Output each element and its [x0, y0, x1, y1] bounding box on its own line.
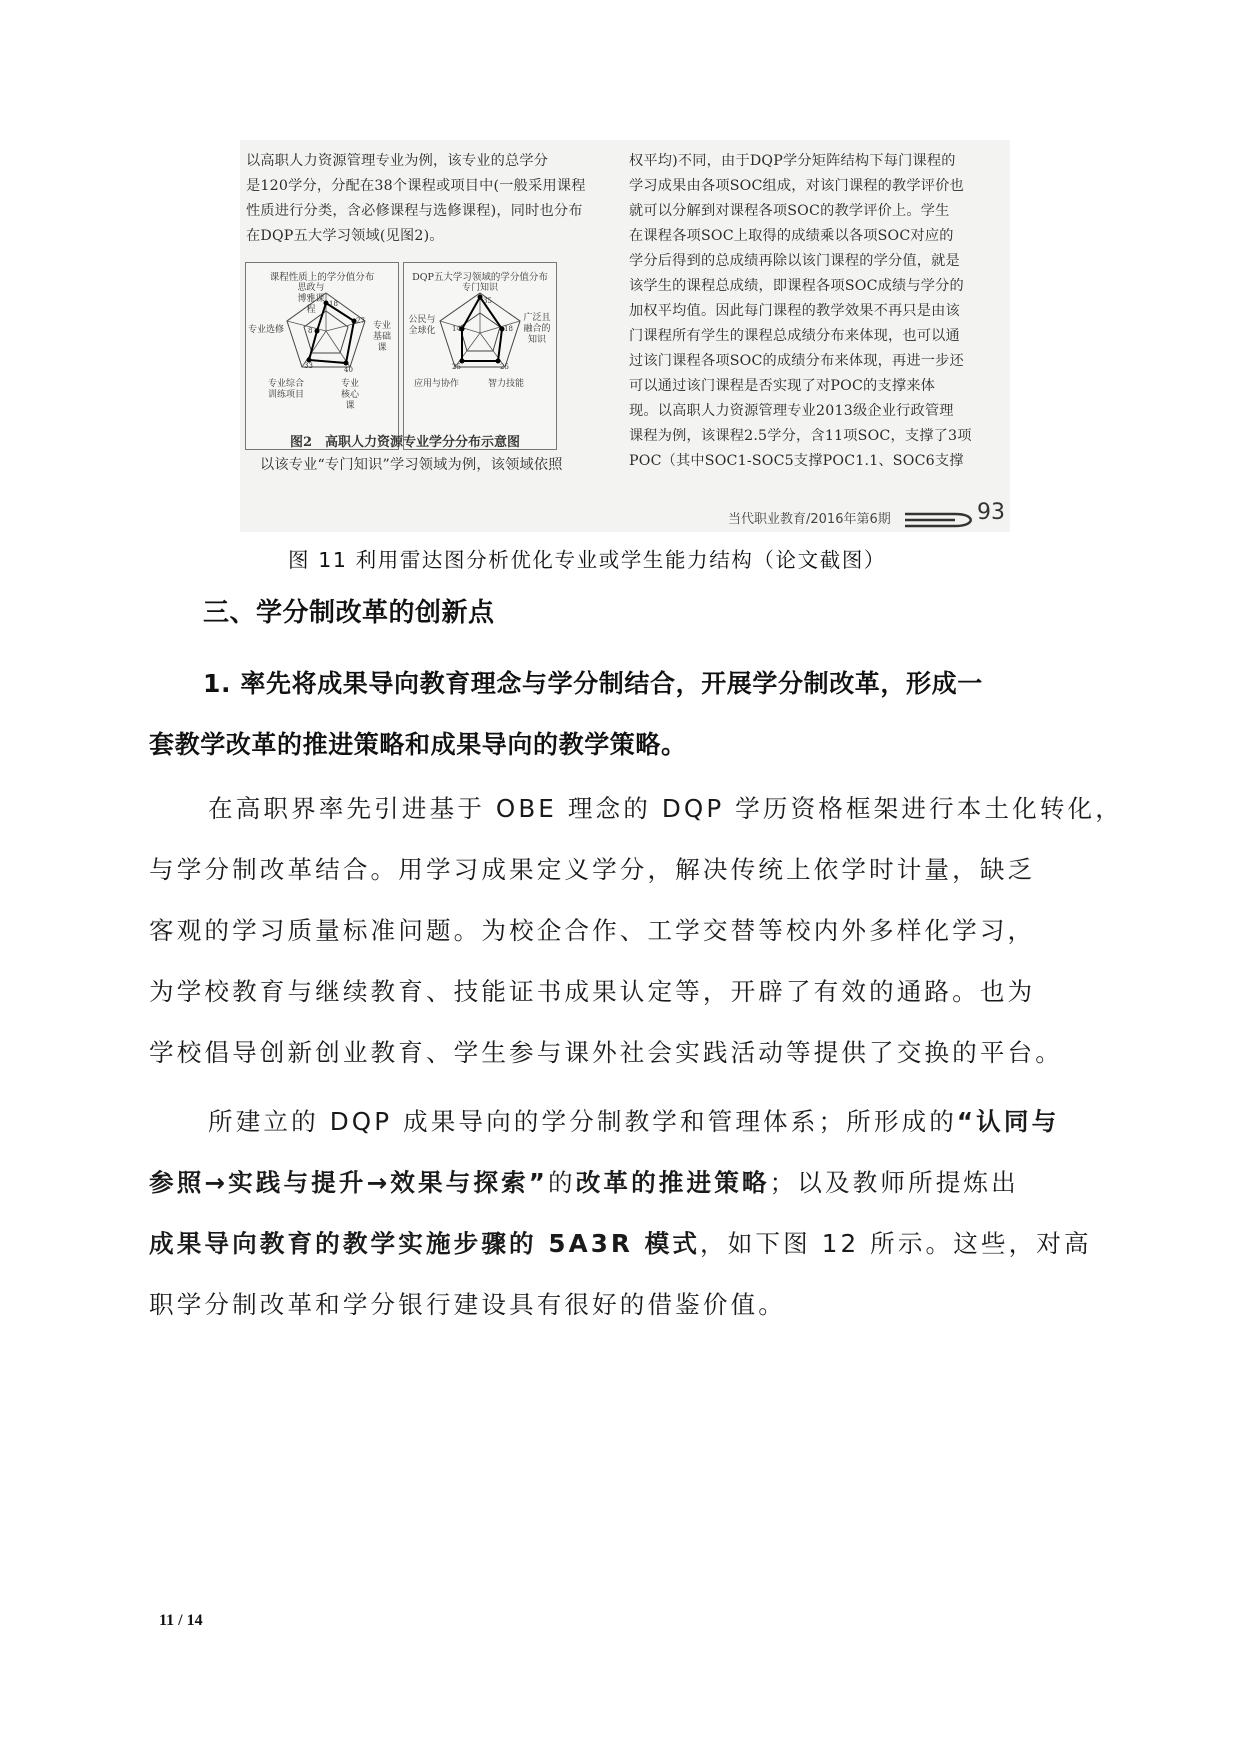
para2-line-3: [149, 1225, 1092, 1260]
para1-line: 客观的学习质量标准问题。为校企合作、工学交替等校内外多样化学习，: [149, 916, 1036, 945]
para2-bold: 改革的推进策略: [575, 1168, 770, 1197]
radar-left-label: 专业选修: [248, 325, 285, 335]
shot-right-line: 就可以分解到对课程各项SOC的教学评价上。学生: [629, 203, 950, 219]
radar-left-title: 课程性质上的学分值分布: [269, 272, 375, 283]
shot-right-line: 权平均)不同，由于DQP学分矩阵结构下每门课程的: [629, 153, 956, 169]
para2-text: 所建立的 DQP 成果导向的学分制教学和管理体系；所形成的: [208, 1107, 957, 1136]
para1-line: 与学分制改革结合。用学习成果定义学分，解决传统上依学时计量，缺乏: [149, 855, 1036, 884]
para2-text: ；以及教师所提炼出: [769, 1168, 1019, 1197]
para1-line: 为学校教育与继续教育、技能证书成果认定等，开辟了有效的通路。也为: [149, 977, 1036, 1006]
radar-right-value: 14: [452, 325, 461, 333]
para1-line: 学校倡导创新创业教育、学生参与课外社会实践活动等提供了交换的平台。: [149, 1038, 1063, 1067]
shot-left-line: 是120学分，分配在38个课程或项目中(一般采用课程: [246, 178, 586, 194]
radar-left-label: 专业核心课: [340, 379, 359, 411]
shot-right-line: 该学生的课程总成绩，即课程各项SOC成绩与学分的: [629, 278, 964, 294]
radar-left-label: 专业综合训练项目: [267, 379, 304, 400]
shot-left-bottom-line: 以该专业“专门知识”学习领域为例，该领域依照: [260, 457, 563, 473]
radar-right-value: 25: [452, 363, 461, 371]
para2-line-1: [208, 1103, 1059, 1138]
radar-panel-left: [245, 262, 399, 450]
page-number: 11 / 14: [159, 1612, 203, 1629]
radar-left-label: 专业基础课: [372, 321, 391, 353]
radar-right-label: 公民与全球化: [408, 315, 436, 336]
para2-line-2: [149, 1164, 1019, 1199]
radar-left-value: 33: [304, 362, 313, 370]
shot-left-line: 以高职人力资源管理专业为例，该专业的总学分: [246, 153, 549, 169]
para2-bold: 成果导向教育的教学实施步骤的 5A3R 模式: [149, 1229, 701, 1258]
shot-right-line: 课程为例，该课程2.5学分，含11项SOC，支撑了3项: [629, 428, 972, 444]
radar-panel-right: [403, 262, 557, 450]
radar-left-value: 8: [308, 327, 313, 335]
radar-left-value: 18: [329, 300, 338, 308]
radar-right-label: 应用与协作: [414, 379, 460, 389]
shot-right-line: 可以通过该门课程是否实现了对POC的支撑来体: [629, 378, 935, 394]
radar-right-value: 18: [504, 325, 513, 333]
section-heading: 三、学分制改革的创新点: [203, 598, 495, 628]
figure-11-caption: 图 11 利用雷达图分析优化专业或学生能力结构（论文截图）: [288, 548, 887, 572]
shot-right-line: POC（其中SOC1-SOC5支撑POC1.1、SOC6支撑: [629, 453, 964, 469]
shot-right-line: 门课程所有学生的课程总成绩分布来体现，也可以通: [629, 328, 960, 344]
shot-figure-caption: 图2 高职人力资源专业学分分布示意图: [290, 435, 521, 450]
shot-right-line: 过该门课程各项SOC的成绩分布来体现，再进一步还: [629, 353, 964, 369]
shot-left-line: 在DQP五大学习领域(见图2)。: [246, 228, 444, 244]
shot-right-line: 学习成果由各项SOC组成，对该门课程的教学评价也: [629, 178, 964, 194]
radar-left-value: 27: [356, 317, 365, 325]
para2-line-4: 职学分制改革和学分银行建设具有很好的借鉴价值。: [149, 1290, 786, 1319]
para2-text: ，如下图 12 所示。这些，对高: [700, 1229, 1092, 1258]
shot-right-line: 学分后得到的总成绩再除以该门课程的学分值，就是: [629, 253, 960, 269]
radar-left-value: 40: [344, 366, 353, 374]
journal-name: 当代职业教育/2016年第6期: [728, 512, 891, 527]
para2-text: 的: [548, 1168, 576, 1197]
para1-line: 在高职界率先引进基于 OBE 理念的 DQP 学历资格框架进行本土化转化，: [208, 794, 1123, 823]
radar-right-label: 专门知识: [462, 283, 499, 293]
journal-page-number: 93: [977, 500, 1005, 525]
journal-swoosh-icon: [903, 506, 975, 530]
shot-left-line: 性质进行分类，含必修课程与选修课程)，同时也分布: [246, 203, 583, 219]
para2-bold: “认同与: [956, 1107, 1060, 1136]
radar-left-label: 思政与博雅课程: [297, 283, 325, 315]
para2-bold: 参照→实践与提升→效果与探索”: [149, 1168, 549, 1197]
radar-right-title: DQP五大学习领域的学分值分布: [412, 272, 548, 283]
radar-right-value: 25: [500, 363, 509, 371]
subheading-line-1: 1. 率先将成果导向教育理念与学分制结合，开展学分制改革，形成一: [203, 669, 983, 698]
paper-screenshot-figure: [240, 140, 1010, 532]
subheading-line-2: 套教学改革的推进策略和成果导向的教学策略。: [149, 730, 687, 759]
radar-right-value: 35: [483, 297, 492, 305]
shot-right-line: 在课程各项SOC上取得的成绩乘以各项SOC对应的: [629, 228, 954, 244]
shot-right-line: 现。以高职人力资源管理专业2013级企业行政管理: [629, 403, 954, 419]
radar-right-label: 广泛且融合的知识: [523, 313, 551, 345]
shot-right-line: 加权平均值。因此每门课程的教学效果不再只是由该: [629, 303, 960, 319]
radar-right-label: 智力技能: [488, 379, 525, 389]
